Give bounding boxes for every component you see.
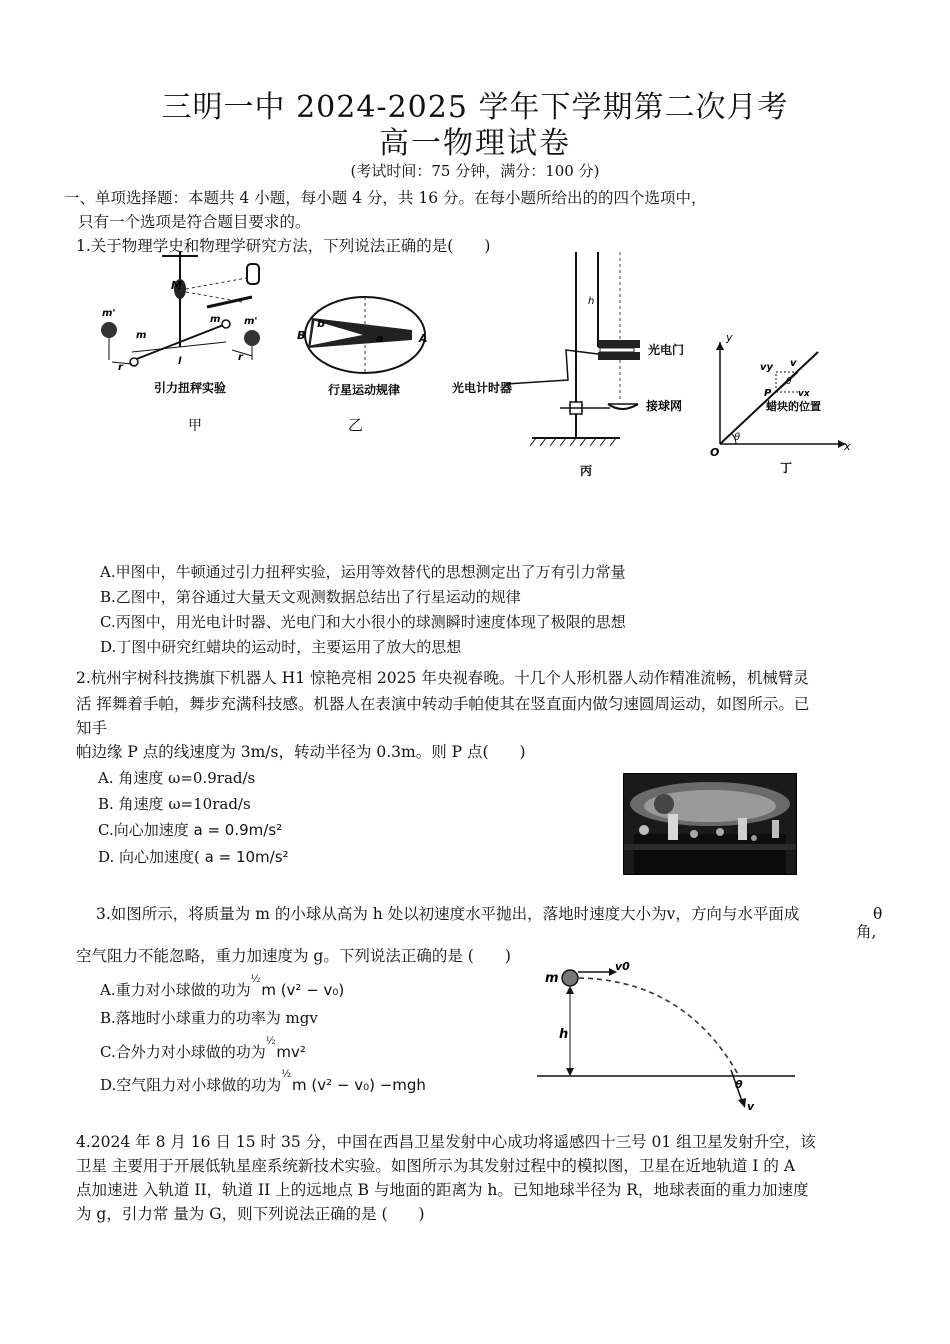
figure-projectile [535, 958, 800, 1118]
figure-torsion-balance [92, 252, 277, 442]
q1-option-a[interactable]: A.甲图中，牛顿通过引力扭秤实验，运用等效替代的思想测定出了万有引力常量 [100, 563, 626, 581]
robot-photo-drawing [624, 774, 796, 874]
q3-stem-line2: 空气阻力不能忽略，重力加速度为 g。下列说法正确的是 ( ) [76, 947, 511, 965]
q4-stem-line3: 点加速进 入轨道 II，轨道 II 上的远地点 B 与地面的距离为 h。已知地球半径为 R，地球表面的重力加速度 [76, 1181, 809, 1199]
label-jia: 甲 [188, 418, 202, 434]
label-theta-ding: θ [734, 432, 741, 443]
q3-option-c[interactable] [100, 1036, 306, 1064]
q1-stem: 1.关于物理学史和物理学研究方法，下列说法正确的是( ) [76, 237, 491, 255]
label-theta-proj: θ [735, 1078, 743, 1091]
label-m-left: m [136, 330, 147, 341]
q3-option-a[interactable] [100, 974, 345, 1002]
label-P: P [764, 388, 772, 399]
exam-info: (考试时间：75 分钟，满分：100 分) [350, 162, 600, 180]
label-vy: vy [760, 362, 774, 373]
label-yi: 乙 [348, 416, 364, 434]
q3-option-c-text: C.合外力对小球做的功为 [100, 1043, 266, 1061]
q1-option-d[interactable]: D.丁图中研究红蜡块的运动时，主要运用了放大的思想 [100, 638, 462, 656]
label-x-axis: x [844, 440, 851, 453]
label-r-right: r [238, 352, 243, 363]
q4-stem-line1: 4.2024 年 8 月 16 日 15 时 35 分，中国在西昌卫星发射中心成功将遥感四十三号 01 组卫星发射升空，该 [76, 1133, 816, 1151]
q3-option-c-math: mv² [276, 1043, 306, 1061]
q3-option-d-math: m (v² − v₀) −mgh [291, 1076, 426, 1094]
q3-option-d-half: ½ [281, 1069, 291, 1080]
label-h: h [588, 296, 595, 307]
figure-photogate [450, 252, 700, 482]
q3-option-a-text: A.重力对小球做的功为 [100, 981, 251, 999]
q2-stem-line2: 活 挥舞着手帕，舞步充满科技感。机器人在表演中转动手帕使其在竖直面内做匀速圆周运动，如图所示。已 [76, 695, 810, 713]
label-m-prime-right: m' [244, 316, 258, 327]
label-b: b [317, 317, 325, 330]
label-height: h [559, 1027, 569, 1042]
q2-option-b[interactable]: B. 角速度 ω=10rad/s [98, 795, 251, 813]
q3-option-b[interactable]: B.落地时小球重力的功率为 mgv [100, 1009, 318, 1027]
label-y-axis: y [726, 331, 733, 344]
q2-stem-line3: 知手 [76, 719, 108, 737]
label-ding: 丁 [780, 461, 793, 475]
q3-option-a-half: ½ [250, 974, 261, 985]
label-photogate: 光电门 [648, 343, 685, 357]
label-origin: O [710, 446, 720, 459]
figure-planet-orbit [290, 290, 440, 440]
q2-stem-line1: 2.杭州宇树科技携旗下机器人 H1 惊艳亮相 2025 年央视春晚。十几个人形机器人动作精准流畅，机械臂灵 [76, 669, 809, 687]
q3-option-d[interactable] [100, 1069, 426, 1097]
caption-torsion: 引力扭秤实验 [154, 381, 227, 395]
q1-option-b[interactable]: B.乙图中，第谷通过大量天文观测数据总结出了行星运动的规律 [100, 588, 521, 606]
label-M: M [171, 279, 182, 292]
q2-option-a[interactable]: A. 角速度 ω=0.9rad/s [98, 769, 256, 787]
robot-performance-photo [623, 773, 797, 875]
q2-option-d-text: D. 向心加速度( [98, 848, 200, 866]
q2-option-c-text: C.向心加速度 [98, 821, 189, 839]
label-m-prime-left: m' [102, 308, 116, 319]
q3-angle-word: 角, [856, 923, 877, 941]
exam-title: 三明一中 2024-2025 学年下学期第二次月考 [161, 90, 789, 125]
label-l: l [178, 356, 182, 367]
label-B: B [297, 329, 306, 342]
q3-option-d-text: D.空气阻力对小球做的功为 [100, 1076, 282, 1094]
q2-option-c[interactable] [98, 818, 282, 842]
label-timer: 光电计时器 [452, 381, 513, 395]
q3-option-c-half: ½ [265, 1036, 276, 1047]
q2-stem-line4: 帕边缘 P 点的线速度为 3m/s，转动半径为 0.3m。则 P 点( ) [76, 743, 526, 761]
label-v-final: v [747, 1100, 755, 1113]
q2-option-d-math: a = 10m/s² [204, 848, 289, 866]
label-v0: v0 [615, 960, 630, 973]
label-A: A [419, 332, 428, 345]
q4-stem-line4: 为 g，引力常 量为 G，则下列说法正确的是 ( ) [76, 1205, 425, 1223]
label-a: a [376, 332, 384, 345]
label-mass: m [545, 971, 559, 986]
label-r-left: r [118, 362, 123, 373]
label-wax-position: 蜡块的位置 [766, 400, 821, 413]
q3-theta: θ [873, 905, 883, 923]
q2-option-d[interactable] [98, 845, 289, 869]
label-theta-ding-2: θ [786, 377, 792, 387]
label-vx: vx [798, 389, 810, 399]
caption-orbit: 行星运动规律 [328, 383, 401, 397]
label-v-ding: v [790, 358, 797, 369]
section-heading-cont: 只有一个选项是符合题目要求的。 [78, 213, 311, 231]
q1-option-c[interactable]: C.丙图中，用光电计时器、光电门和大小很小的球测瞬时速度体现了极限的思想 [100, 613, 626, 631]
exam-subtitle: 高一物理试卷 [379, 126, 571, 161]
label-m-right: m [210, 314, 221, 325]
label-net: 接球网 [646, 399, 683, 413]
q4-stem-line2: 卫星 主要用于开展低轨星座系统新技术实验。如图所示为其发射过程中的模拟图，卫星在近地轨道 I 的 A [76, 1157, 796, 1175]
section-heading: 一、单项选择题：本题共 4 小题，每小题 4 分，共 16 分。在每小题所给出的的四个选项中， [64, 189, 707, 207]
q2-option-c-math: a = 0.9m/s² [193, 821, 283, 839]
label-bing: 丙 [580, 464, 593, 478]
q3-option-a-math: m (v² − v₀) [261, 981, 345, 999]
figure-wax-block [706, 331, 856, 478]
q3-stem-line1: 3.如图所示，将质量为 m 的小球从高为 h 处以初速度水平抛出，落地时速度大小为v，方向与水平面成 [96, 905, 800, 923]
